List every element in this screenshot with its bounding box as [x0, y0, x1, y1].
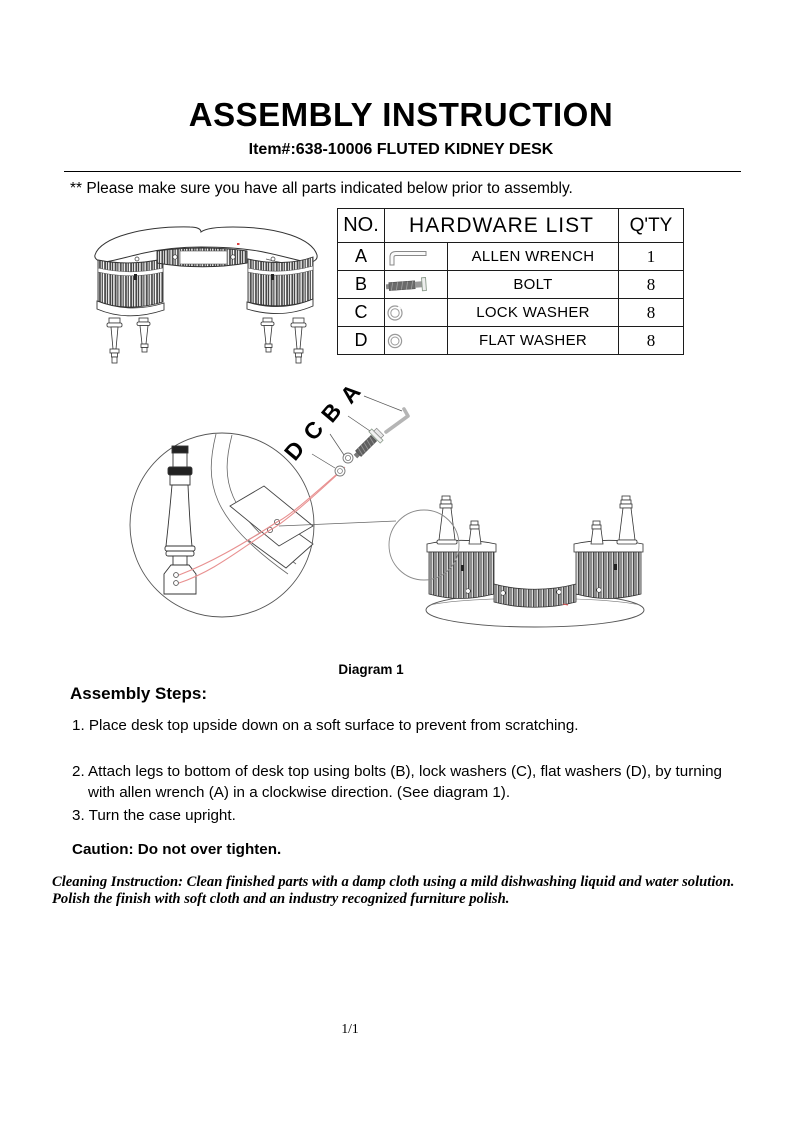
part-name: BOLT: [448, 271, 619, 299]
lock-washer-drawing: [343, 453, 353, 463]
table-row-lock-washer: [338, 299, 684, 327]
front-leg: [107, 318, 122, 363]
part-letter: A: [338, 243, 385, 271]
part-letter: D: [338, 327, 385, 355]
right-pedestal: [248, 257, 313, 306]
header-divider: [64, 171, 741, 172]
label-c: C: [297, 415, 329, 446]
part-name: ALLEN WRENCH: [448, 243, 619, 271]
bolt-drawing: [350, 426, 386, 462]
diagram-1-illustration: [120, 378, 710, 650]
left-pedestal: [98, 259, 163, 307]
diagram-caption: Diagram 1: [338, 662, 404, 677]
upturned-front-leg: [437, 496, 457, 544]
part-letter: C: [338, 299, 385, 327]
col-header-no: NO.: [338, 209, 385, 243]
part-qty: 8: [619, 327, 684, 355]
hardware-list-table: [337, 208, 684, 355]
cleaning-line-2: Polish the finish with soft cloth and an industry recognized furniture polish.: [52, 890, 510, 907]
part-name: FLAT WASHER: [448, 327, 619, 355]
assembly-steps-heading: Assembly Steps:: [70, 684, 207, 703]
bolt-icon: [385, 276, 439, 294]
part-qty: 1: [619, 243, 684, 271]
label-a: A: [334, 378, 366, 409]
table-row-flat-washer: [338, 327, 684, 355]
table-row-allen-wrench: [338, 243, 684, 271]
part-name: LOCK WASHER: [448, 299, 619, 327]
page-number: 1/1: [341, 1021, 359, 1036]
page-title: ASSEMBLY INSTRUCTION: [188, 96, 614, 133]
flat-washer-drawing: [335, 466, 345, 476]
step-3: 3. Turn the case upright.: [72, 807, 236, 824]
upturned-rear-leg: [469, 521, 481, 544]
step-2-line-1: 2. Attach legs to bottom of desk top using bolts (B), lock washers (C), flat washers (D), by turning: [72, 763, 722, 780]
detail-view: [130, 433, 345, 617]
table-row-bolt: [338, 271, 684, 299]
part-qty: 8: [619, 299, 684, 327]
part-qty: 8: [619, 271, 684, 299]
part-letter: B: [338, 271, 385, 299]
upside-down-desk: [389, 496, 644, 627]
item-subtitle: Item#:638-10006 FLUTED KIDNEY DESK: [248, 141, 554, 158]
desk-illustration: [70, 213, 332, 368]
cleaning-instruction: [52, 874, 762, 908]
label-d: D: [278, 435, 310, 466]
col-header-qty: Q'TY: [619, 209, 684, 243]
caution-note: Caution: Do not over tighten.: [72, 841, 282, 858]
flat-washer-icon: [385, 331, 405, 351]
allen-wrench-icon: [385, 246, 431, 268]
step-2-line-2: with allen wrench (A) in a clockwise direction. (See diagram 1).: [88, 784, 511, 801]
step-1: 1. Place desk top upside down on a soft surface to prevent from scratching.: [72, 717, 579, 734]
parts-note: ** Please make sure you have all parts indicated below prior to assembly.: [70, 180, 573, 197]
allen-wrench-drawing: [386, 409, 408, 432]
rear-leg: [137, 318, 150, 352]
label-b: B: [315, 397, 347, 428]
lock-washer-icon: [385, 303, 405, 323]
col-header-hardware-list: HARDWARE LIST: [385, 209, 619, 243]
cleaning-line-1: Cleaning Instruction: Clean finished parts with a damp cloth using a mild dishwashing liquid and water solution.: [52, 874, 735, 890]
